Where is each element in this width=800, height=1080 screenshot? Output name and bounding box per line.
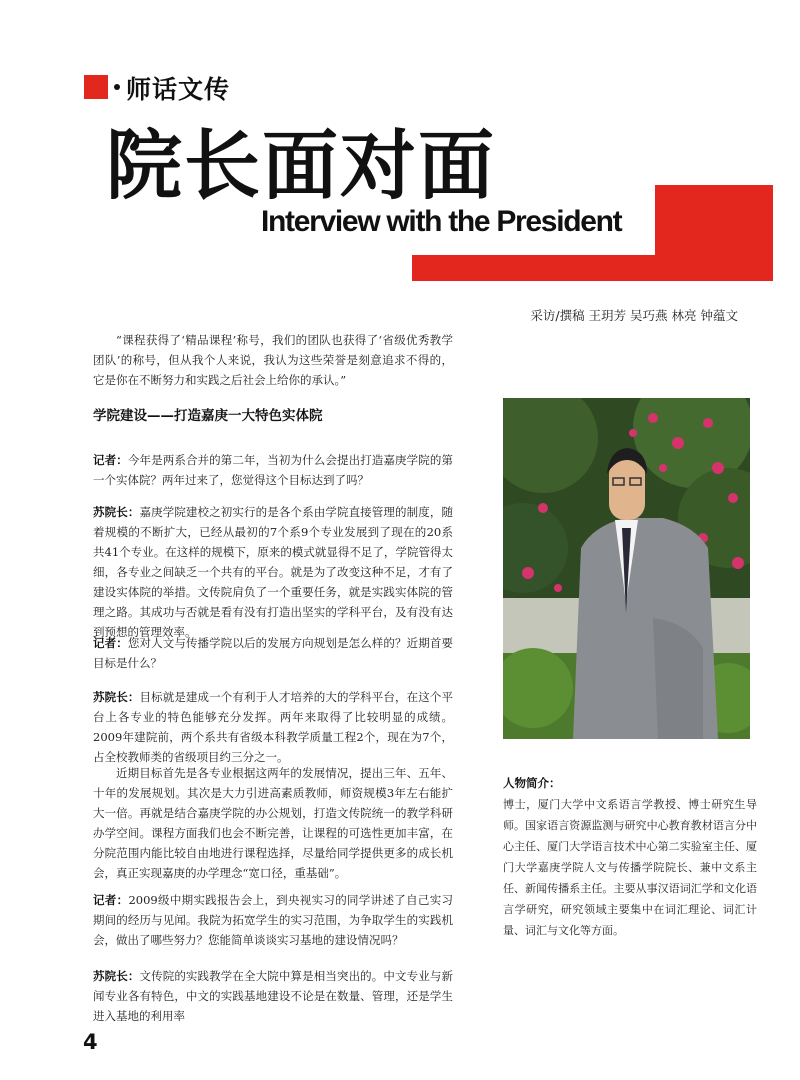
president-portrait xyxy=(503,398,750,739)
qa-text: 您对人文与传播学院以后的发展方向规划是怎么样的？近期首要目标是什么？ xyxy=(93,636,454,670)
qa-block-2 xyxy=(93,502,453,642)
pull-quote xyxy=(93,330,453,390)
qa-block-7 xyxy=(93,966,453,1026)
qa-speaker: 记者： xyxy=(93,893,129,907)
bio-text: 博士，厦门大学中文系语言学教授、博士研究生导师。国家语言资源监测与研究中心教育教材语言分中心主任、厦门大学语言技术中心第二实验室主任、厦门大学嘉庚学院人文与传播学院院长、兼中文系主任、新闻传播系主任。主要从事汉语词汇学和文化语言学研究，研究领域主要集中在词汇理论、词汇计量、词汇与文化等方面。 xyxy=(503,798,757,937)
qa-text: 目标就是建成一个有利于人才培养的大的学科平台，在这个平台上各专业的特色能够充分发挥。两年来取得了比较明显的成绩。2009年建院前，两个系共有省级本科教学质量工程2个，现在为7个，占全校教师类的省级项目约三分之一。 xyxy=(93,690,453,764)
qa-speaker: 苏院长： xyxy=(93,969,140,983)
qa-block-3 xyxy=(93,633,453,673)
bio-label: 人物简介： xyxy=(503,776,561,790)
qa-text: 2009级中期实践报告会上，到央视实习的同学讲述了自己实习期间的经历与见闻。我院为拓宽学生的实习范围，为争取学生的实践机会，做出了哪些努力？您能简单谈谈实习基地的建设情况吗？ xyxy=(93,893,453,947)
accent-notch xyxy=(412,243,655,255)
page-title: 院长面对面 xyxy=(106,121,496,210)
qa-speaker: 记者： xyxy=(93,453,128,467)
section-marker-dot xyxy=(114,84,120,90)
qa-text: 今年是两系合并的第二年，当初为什么会提出打造嘉庚学院的第一个实体院？两年过来了，您觉得这个目标达到了吗？ xyxy=(93,453,454,487)
qa-text: 近期目标首先是各专业根据这两年的发展情况，提出三年、五年、十年的发展规划。其次是大力引进高素质教师，师资规模3年左右能扩大一倍。再就是结合嘉庚学院的办公规划，打造文传院统一的教学科研办学空间。课程方面我们也会不断完善，让课程的可选性更加丰富，在分院范围内能比较自由地进行课程选择，尽量给同学提供更多的成长机会，真正实现嘉庚的办学理念“宽口径，重基础”。 xyxy=(93,766,453,880)
portrait-illustration xyxy=(503,398,750,739)
qa-speaker: 苏院长： xyxy=(93,505,140,519)
section-marker-square xyxy=(84,75,108,99)
qa-block-1 xyxy=(93,450,453,490)
page-subtitle: Interview with the President xyxy=(261,205,622,238)
qa-text: 文传院的实践教学在全大院中算是相当突出的。中文专业与新闻专业各有特色，中文的实践基地建设不论是在数量、管理，还是学生进入基地的利用率 xyxy=(93,969,453,1023)
pull-quote-text: “课程获得了‘精品课程’称号，我们的团队也获得了‘省级优秀教学团队’的称号，但从我个人来说，我认为这些荣誉是刻意追求不得的，它是你在不断努力和实践之后社会上给你的承认。” xyxy=(93,333,453,387)
qa-block-4 xyxy=(93,687,453,767)
section-title: 师话文传 xyxy=(126,75,231,104)
qa-speaker: 记者： xyxy=(93,636,128,650)
qa-block-6 xyxy=(93,890,453,950)
page-number: 4 xyxy=(83,1030,98,1054)
qa-speaker: 苏院长： xyxy=(93,690,140,704)
byline: 采访/撰稿 王玥芳 吴巧燕 林亮 钟蕴文 xyxy=(530,308,738,323)
qa-text: 嘉庚学院建校之初实行的是各个系由学院直接管理的制度，随着规模的不断扩大，已经从最初的7个系9个专业发展到了现在的20系共41个专业。在这样的规模下，原来的模式就显得不足了，学院管得太细，各专业之间缺乏一个共有的平台。就是为了改变这种不足，才有了建设实体院的举措。文传院肩负了一个重要任务，就是实践实体院的管理之路。其成功与否就是看有没有打造出坚实的学科平台，及有没有达到预想的管理效率。 xyxy=(93,505,453,639)
qa-block-5 xyxy=(93,763,453,883)
section-heading: 学院建设——打造嘉庚一大特色实体院 xyxy=(93,408,323,424)
